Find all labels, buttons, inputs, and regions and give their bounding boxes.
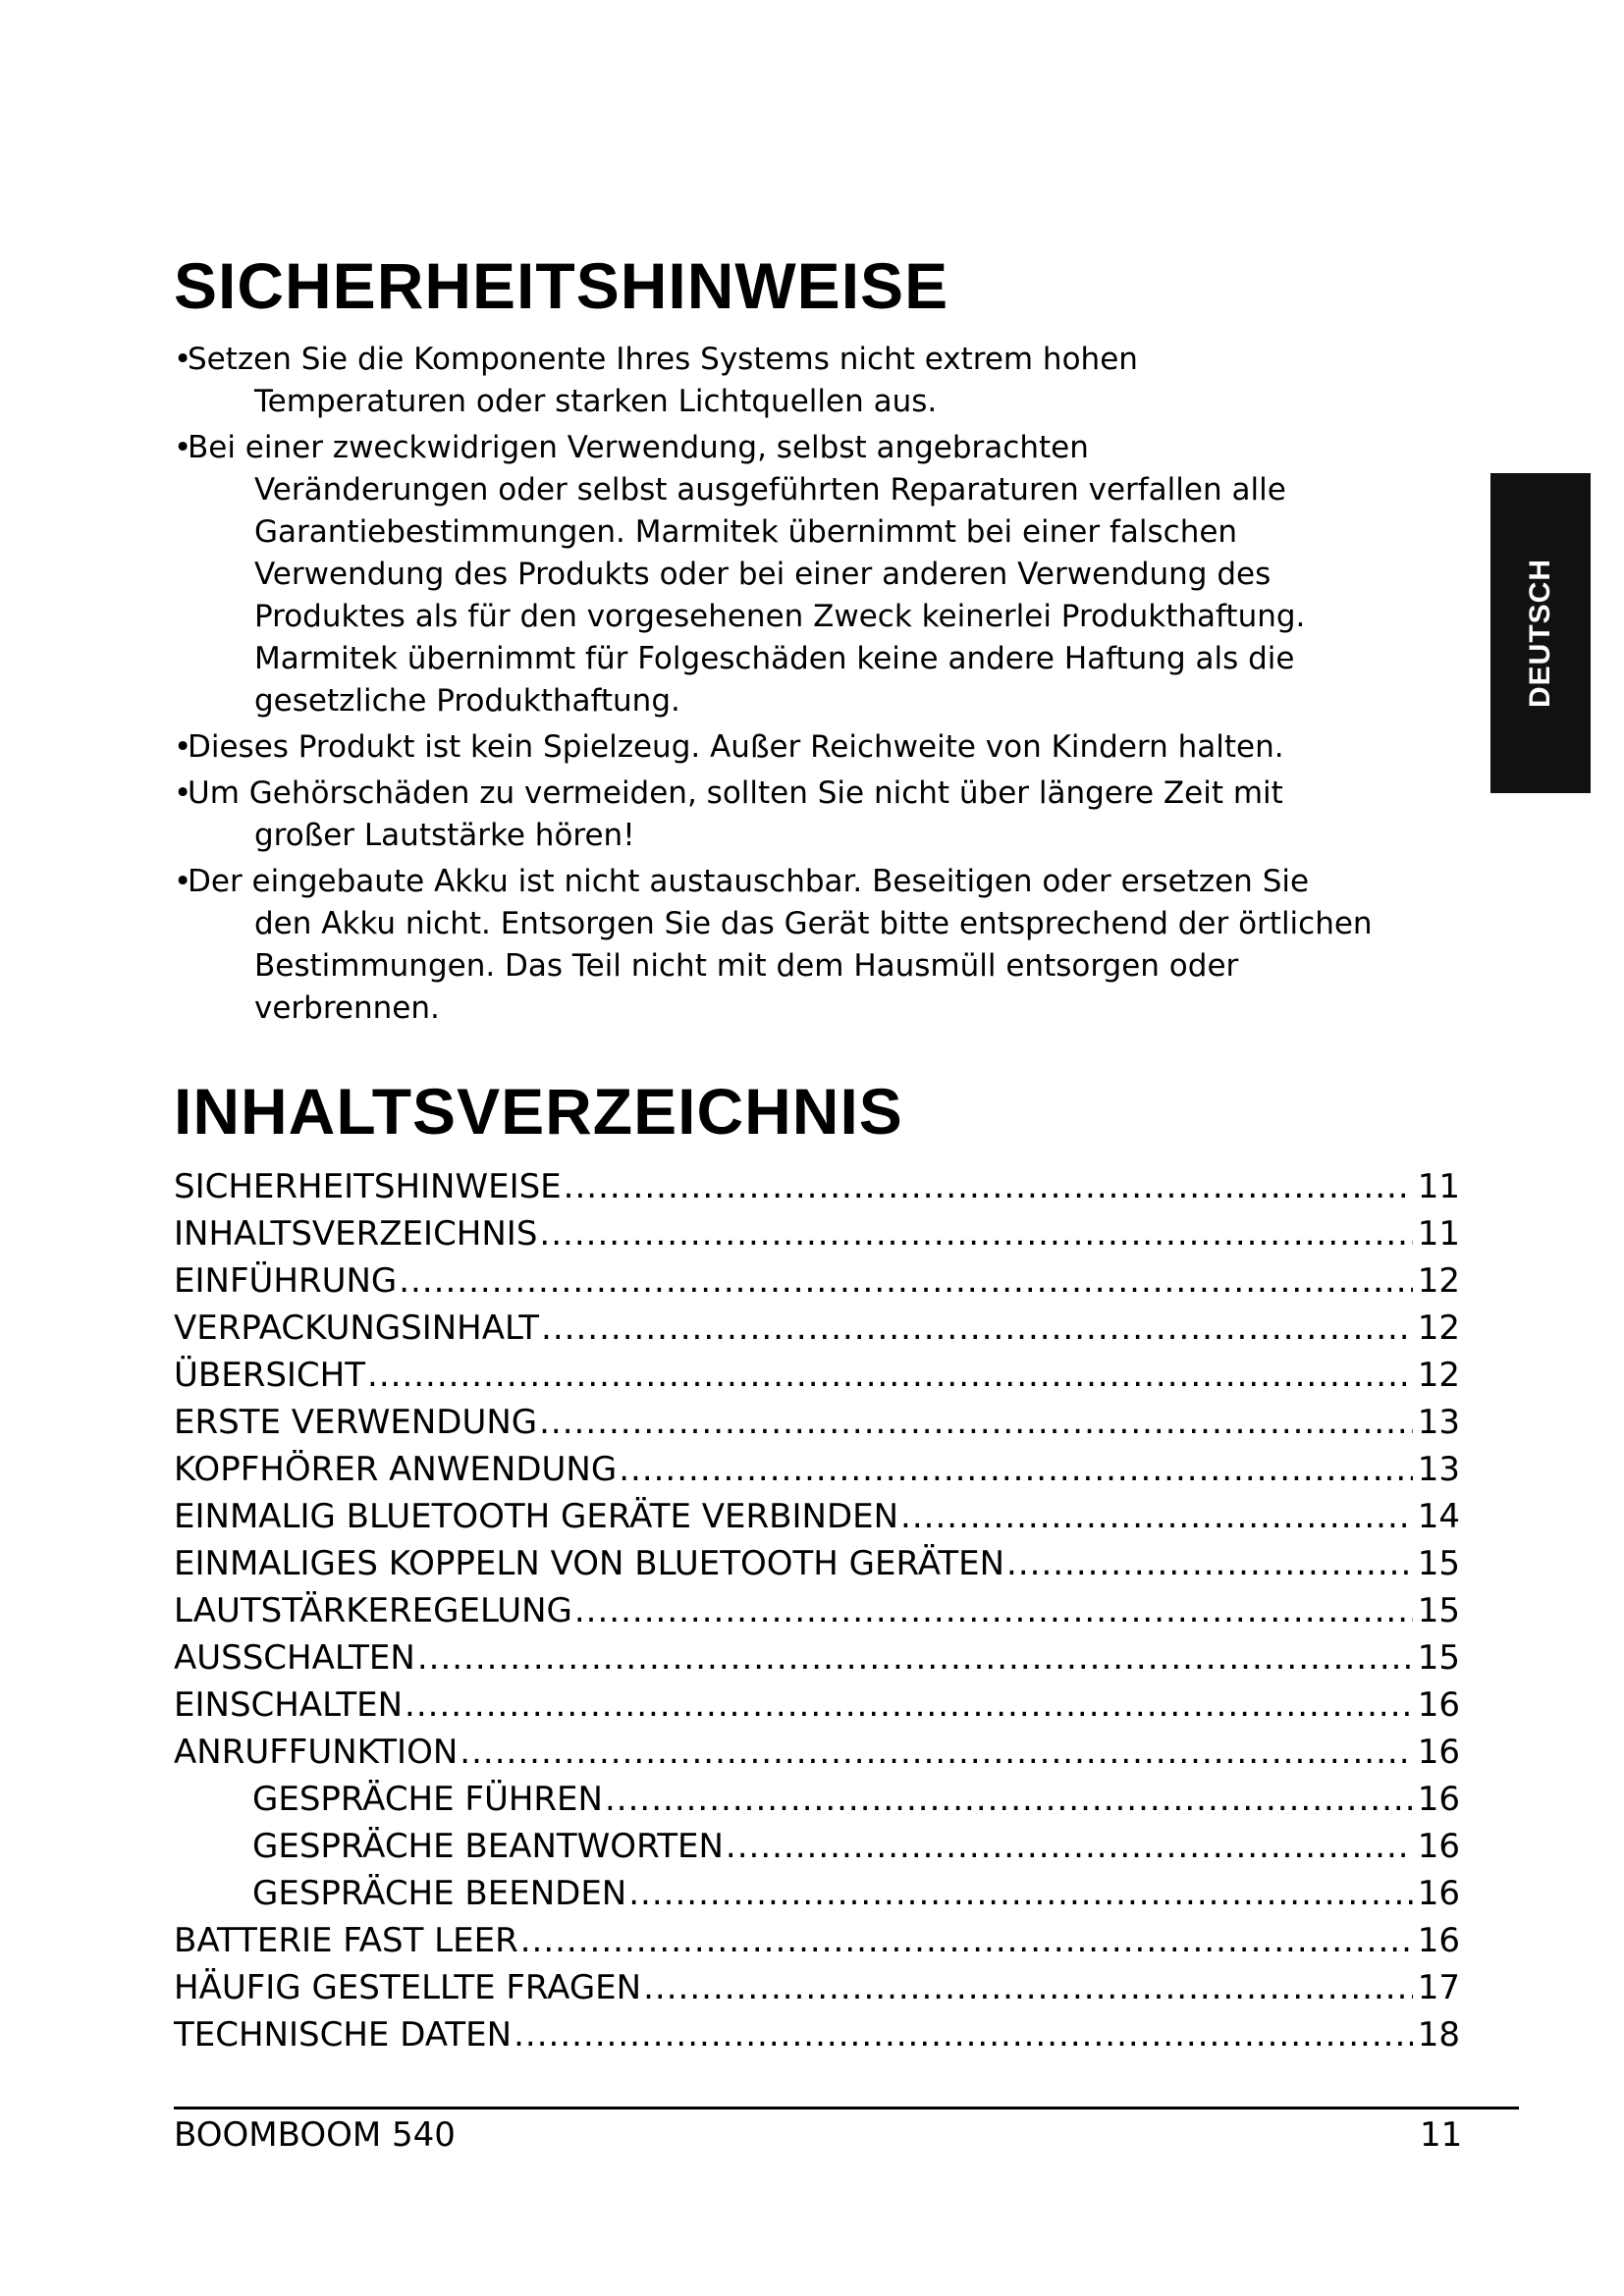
toc-dot-leader [564, 1163, 1413, 1210]
toc-entry-title: ERSTE VERWENDUNG [174, 1403, 538, 1442]
safety-text-line: Veränderungen oder selbst ausgeführten Reparaturen verfallen alle [254, 472, 1286, 507]
toc-entry-title: EINMALIG BLUETOOTH GERÄTE VERBINDEN [174, 1497, 899, 1536]
safety-list [174, 339, 1470, 1034]
safety-list-item [174, 339, 1470, 423]
toc-entry-page: 16 [1417, 1733, 1460, 1772]
toc-entry-page: 12 [1417, 1308, 1460, 1348]
safety-text-line: Garantiebestimmungen. Marmitek übernimmt bei einer falschen [254, 514, 1238, 550]
toc-entry[interactable] [174, 1870, 1460, 1917]
toc-dot-leader [726, 1823, 1413, 1870]
safety-list-item [174, 427, 1470, 722]
toc-entry-title: VERPACKUNGSINHALT [174, 1308, 540, 1348]
toc-dot-leader [417, 1634, 1413, 1682]
safety-text-line: Verwendung des Produkts oder bei einer anderen Verwendung des [254, 557, 1272, 592]
toc-entry[interactable] [174, 2011, 1460, 2058]
toc-entry-title: EINMALIGES KOPPELN VON BLUETOOTH GERÄTEN [174, 1544, 1005, 1583]
bullet-icon: • [174, 430, 192, 465]
toc-dot-leader [399, 1257, 1413, 1305]
toc-entry[interactable] [174, 1964, 1460, 2011]
toc-entry-page: 12 [1417, 1356, 1460, 1395]
toc-entry-page: 16 [1417, 1921, 1460, 1960]
bullet-icon: • [174, 864, 192, 899]
toc-entry-page: 16 [1417, 1874, 1460, 1913]
toc-dot-leader [574, 1587, 1413, 1634]
toc-entry-page: 15 [1417, 1544, 1460, 1583]
toc-entry-page: 11 [1417, 1214, 1460, 1254]
toc-entry-title: INHALTSVERZEICHNIS [174, 1214, 538, 1254]
toc-entry[interactable] [174, 1305, 1460, 1352]
toc-entry-title: HÄUFIG GESTELLTE FRAGEN [174, 1968, 642, 2007]
toc-entry[interactable] [174, 1257, 1460, 1305]
footer-divider [174, 2107, 1519, 2109]
toc-entry-title: GESPRÄCHE BEENDEN [252, 1874, 627, 1913]
toc-entry-title: GESPRÄCHE BEANTWORTEN [252, 1827, 724, 1866]
toc-entry[interactable] [174, 1587, 1460, 1634]
footer-page-number: 11 [1420, 2115, 1463, 2155]
toc-entry[interactable] [174, 1917, 1460, 1964]
toc-entry-title: KOPFHÖRER ANWENDUNG [174, 1450, 618, 1489]
toc-heading: INHALTSVERZEICHNIS [174, 1075, 903, 1148]
toc-entry-title: LAUTSTÄRKEREGELUNG [174, 1591, 572, 1630]
toc-entry-title: EINSCHALTEN [174, 1685, 404, 1725]
toc-entry-page: 17 [1417, 1968, 1460, 2007]
toc-entry[interactable] [174, 1776, 1460, 1823]
language-tab-label: DEUTSCH [1524, 558, 1556, 709]
toc-dot-leader [900, 1493, 1413, 1540]
safety-text-line: den Akku nicht. Entsorgen Sie das Gerät bitte entsprechend der örtlichen [254, 906, 1373, 941]
safety-text-line: Um Gehörschäden zu vermeiden, sollten Sie nicht über längere Zeit mit [188, 775, 1283, 811]
toc-dot-leader [539, 1210, 1413, 1257]
toc-dot-leader [605, 1776, 1413, 1823]
toc-dot-leader [539, 1399, 1413, 1446]
toc-entry-page: 14 [1417, 1497, 1460, 1536]
bullet-icon: • [174, 342, 192, 377]
bullet-icon: • [174, 729, 192, 765]
toc-dot-leader [541, 1305, 1413, 1352]
toc-entry[interactable] [174, 1163, 1460, 1210]
language-tab [1490, 473, 1591, 793]
toc-dot-leader [367, 1352, 1413, 1399]
safety-text-line: gesetzliche Produkthaftung. [254, 683, 680, 719]
toc-dot-leader [619, 1446, 1413, 1493]
safety-text-line: Bestimmungen. Das Teil nicht mit dem Hausmüll entsorgen oder [254, 948, 1239, 984]
bullet-icon: • [174, 775, 192, 811]
toc-entry-page: 13 [1417, 1403, 1460, 1442]
safety-text-line: Dieses Produkt ist kein Spielzeug. Außer Reichweite von Kindern halten. [188, 729, 1284, 765]
toc-entry[interactable] [174, 1823, 1460, 1870]
safety-text-line: Der eingebaute Akku ist nicht austauschbar. Beseitigen oder ersetzen Sie [188, 864, 1310, 899]
toc-entry[interactable] [174, 1210, 1460, 1257]
toc-entry[interactable] [174, 1540, 1460, 1587]
toc-entry-title: SICHERHEITSHINWEISE [174, 1167, 562, 1206]
toc-dot-leader [460, 1729, 1413, 1776]
toc-dot-leader [514, 2011, 1413, 2058]
safety-list-item [174, 861, 1470, 1030]
safety-text-line: verbrennen. [254, 990, 440, 1026]
toc-entry-title: EINFÜHRUNG [174, 1261, 398, 1301]
safety-list-item [174, 726, 1470, 769]
toc-entry-page: 16 [1417, 1780, 1460, 1819]
toc-entry[interactable] [174, 1729, 1460, 1776]
toc-entry-title: TECHNISCHE DATEN [174, 2015, 513, 2055]
toc-dot-leader [628, 1870, 1413, 1917]
toc-entry-page: 15 [1417, 1591, 1460, 1630]
toc-entry-page: 13 [1417, 1450, 1460, 1489]
toc-entry-title: GESPRÄCHE FÜHREN [252, 1780, 603, 1819]
toc-dot-leader [405, 1682, 1413, 1729]
safety-text-line: Produktes als für den vorgesehenen Zweck keinerlei Produkthaftung. [254, 599, 1306, 634]
toc-entry-title: ANRUFFUNKTION [174, 1733, 459, 1772]
toc-entry-page: 16 [1417, 1827, 1460, 1866]
toc-entry-page: 12 [1417, 1261, 1460, 1301]
toc-entry[interactable] [174, 1446, 1460, 1493]
toc-entry[interactable] [174, 1682, 1460, 1729]
footer-product-name: BOOMBOOM 540 [174, 2115, 456, 2155]
toc-entry-page: 15 [1417, 1638, 1460, 1678]
safety-text-line: Marmitek übernimmt für Folgeschäden keine andere Haftung als die [254, 641, 1295, 676]
toc-dot-leader [520, 1917, 1413, 1964]
safety-heading: SICHERHEITSHINWEISE [174, 249, 949, 322]
safety-text-line: Bei einer zweckwidrigen Verwendung, selbst angebrachten [188, 430, 1089, 465]
safety-text-line: Setzen Sie die Komponente Ihres Systems nicht extrem hohen [188, 342, 1138, 377]
toc-dot-leader [643, 1964, 1413, 2011]
table-of-contents [174, 1163, 1460, 2058]
toc-entry[interactable] [174, 1634, 1460, 1682]
toc-entry-title: ÜBERSICHT [174, 1356, 366, 1395]
safety-text-line: großer Lautstärke hören! [254, 818, 635, 853]
toc-entry-page: 16 [1417, 1685, 1460, 1725]
toc-entry-title: BATTERIE FAST LEER [174, 1921, 518, 1960]
safety-text-line: Temperaturen oder starken Lichtquellen aus. [254, 384, 938, 419]
toc-entry[interactable] [174, 1399, 1460, 1446]
toc-entry[interactable] [174, 1493, 1460, 1540]
toc-dot-leader [1006, 1540, 1413, 1587]
toc-entry-page: 11 [1417, 1167, 1460, 1206]
toc-entry[interactable] [174, 1352, 1460, 1399]
toc-entry-title: AUSSCHALTEN [174, 1638, 415, 1678]
safety-list-item [174, 773, 1470, 857]
toc-entry-page: 18 [1417, 2015, 1460, 2055]
